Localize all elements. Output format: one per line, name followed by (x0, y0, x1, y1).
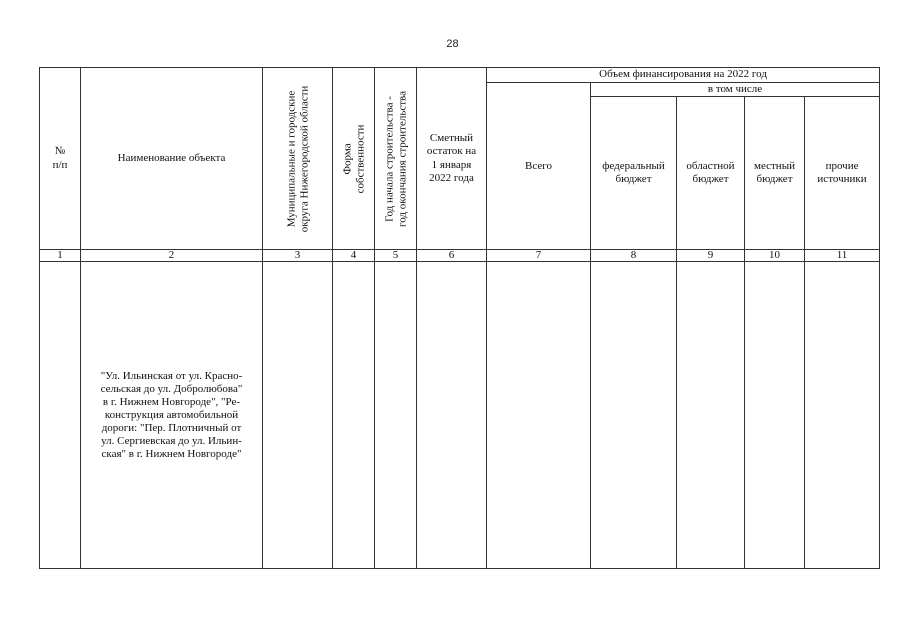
column-number: 5 (375, 250, 417, 262)
financing-table (39, 67, 880, 569)
header-municipal (263, 68, 333, 250)
header-total: Всего (487, 83, 591, 250)
cell-municipal (263, 262, 333, 569)
header-funding: Объем финансирования на 2022 год (487, 68, 880, 83)
header-construction-years-text: Год начала строительства - год окончания строительства (382, 90, 408, 227)
header-local-budget: местный бюджет (745, 97, 805, 250)
column-number-row (40, 250, 880, 262)
header-municipal-text: Муниципальные и городские округа Нижегородской области (284, 85, 310, 232)
column-number: 2 (81, 250, 263, 262)
column-number: 1 (40, 250, 81, 262)
column-number: 9 (677, 250, 745, 262)
header-object-name: Наименование объекта (81, 68, 263, 250)
header-federal-budget: федеральный бюджет (591, 97, 677, 250)
header-estimated-balance: Сметный остаток на 1 января 2022 года (417, 68, 487, 250)
column-number: 4 (333, 250, 375, 262)
header-construction-years (375, 68, 417, 250)
cell-local-budget (745, 262, 805, 569)
header-other-sources: прочие источники (805, 97, 880, 250)
column-number: 8 (591, 250, 677, 262)
header-regional-budget: областной бюджет (677, 97, 745, 250)
header-ownership (333, 68, 375, 250)
column-number: 11 (805, 250, 880, 262)
cell-ownership (333, 262, 375, 569)
column-number: 10 (745, 250, 805, 262)
cell-object-name: "Ул. Ильинская от ул. Красно- сельская до ул. Добролюбова" в г. Нижнем Новгороде", "Ре- конструкция автомобильной дороги: "Пер. Плотничный от ул. Сергиевская до ул. Ильин- ская" в г. Нижнем Новгороде" (81, 262, 263, 569)
cell-estimated-balance (417, 262, 487, 569)
column-number: 6 (417, 250, 487, 262)
cell-regional-budget (677, 262, 745, 569)
header-ownership-text: Форма собственности (340, 124, 366, 193)
cell-num (40, 262, 81, 569)
column-number: 3 (263, 250, 333, 262)
page-number: 28 (446, 38, 459, 50)
column-number: 7 (487, 250, 591, 262)
table-row (40, 262, 880, 569)
header-num: № п/п (40, 68, 81, 250)
cell-federal-budget (591, 262, 677, 569)
cell-construction-years (375, 262, 417, 569)
header-row-1 (40, 68, 880, 83)
cell-total (487, 262, 591, 569)
cell-other-sources (805, 262, 880, 569)
header-including: в том числе (591, 83, 880, 97)
